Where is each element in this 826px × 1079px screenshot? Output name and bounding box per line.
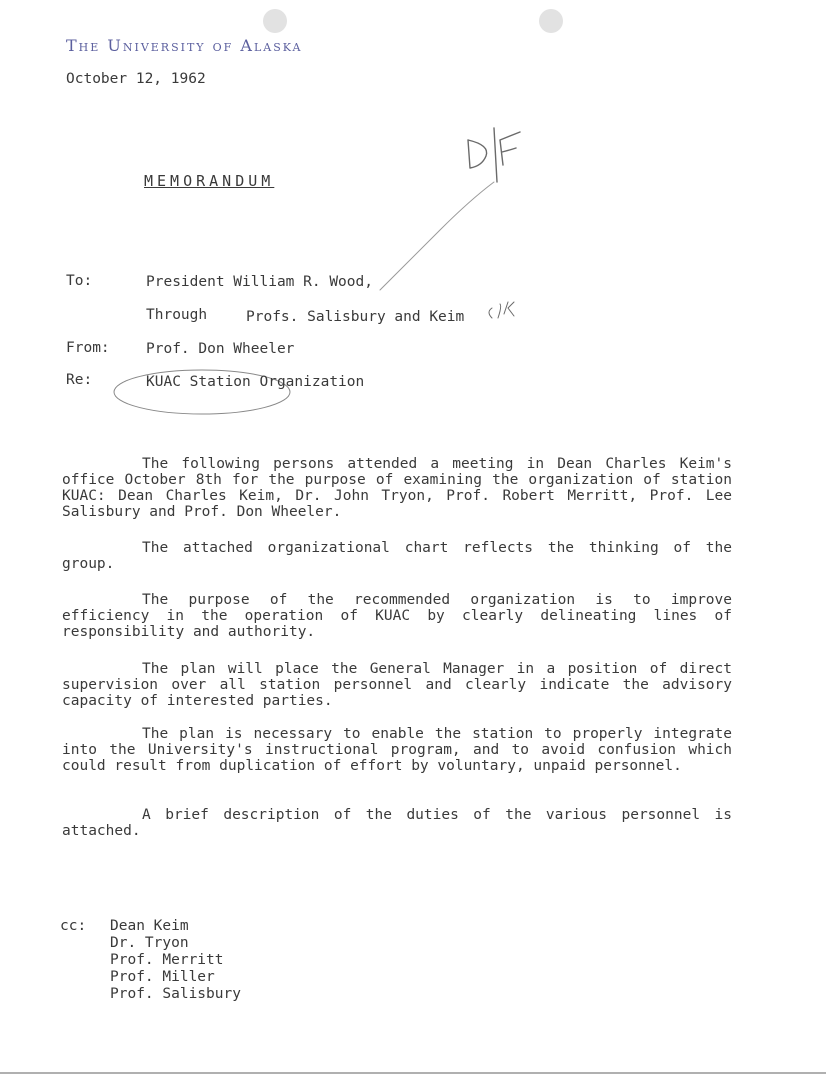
paragraph-4: The plan will place the General Manager in a position of direct supervision over all station personnel and clearly indicate the advisory capacity of interested parties. [62, 661, 732, 709]
handwritten-f [500, 132, 520, 165]
handwritten-d [468, 140, 487, 168]
memo-title: MEMORANDUM [144, 172, 275, 190]
to-value: President William R. Wood, [146, 274, 373, 290]
paragraph-5: The plan is necessary to enable the station to properly integrate into the University's instructional program, and to avoid confusion which could result from duplication of effort by voluntary, unpaid personnel. [62, 726, 732, 774]
paragraph-3: The purpose of the recommended organization is to improve efficiency in the operation of KUAC by clearly delineating lines of responsibility and authority. [62, 592, 732, 640]
cc-label: cc: [60, 918, 87, 934]
through-label: Through [146, 307, 208, 323]
from-value: Prof. Don Wheeler [146, 341, 295, 357]
page-edge-line [0, 1072, 826, 1074]
to-label: To: [66, 273, 93, 289]
paragraph-1: The following persons attended a meeting in Dean Charles Keim's office October 8th for the purpose of examining the organization of station KUAC: Dean Charles Keim, Dr. John Tryon, Prof. Robert Merritt, Prof. Lee Salisbury and Prof. Don Wheeler. [62, 456, 732, 520]
re-value: KUAC Station Organization [146, 374, 365, 390]
cc-name: Prof. Merritt [110, 952, 224, 968]
handwritten-bar [494, 128, 497, 182]
paragraph-2: The attached organizational chart reflects the thinking of the group. [62, 540, 732, 572]
cc-name: Prof. Salisbury [110, 986, 241, 1002]
handwritten-initials [489, 302, 514, 318]
letterhead: The University of Alaska [66, 36, 303, 55]
memo-date: October 12, 1962 [66, 71, 206, 87]
re-label: Re: [66, 372, 93, 388]
cc-name: Dean Keim [110, 918, 189, 934]
sweeping-line [380, 182, 494, 290]
from-label: From: [66, 340, 110, 356]
cc-name: Dr. Tryon [110, 935, 189, 951]
paragraph-6: A brief description of the duties of the various personnel is attached. [62, 807, 732, 839]
cc-name: Prof. Miller [110, 969, 215, 985]
cc-list [110, 918, 241, 1003]
through-value: Profs. Salisbury and Keim [246, 309, 465, 325]
